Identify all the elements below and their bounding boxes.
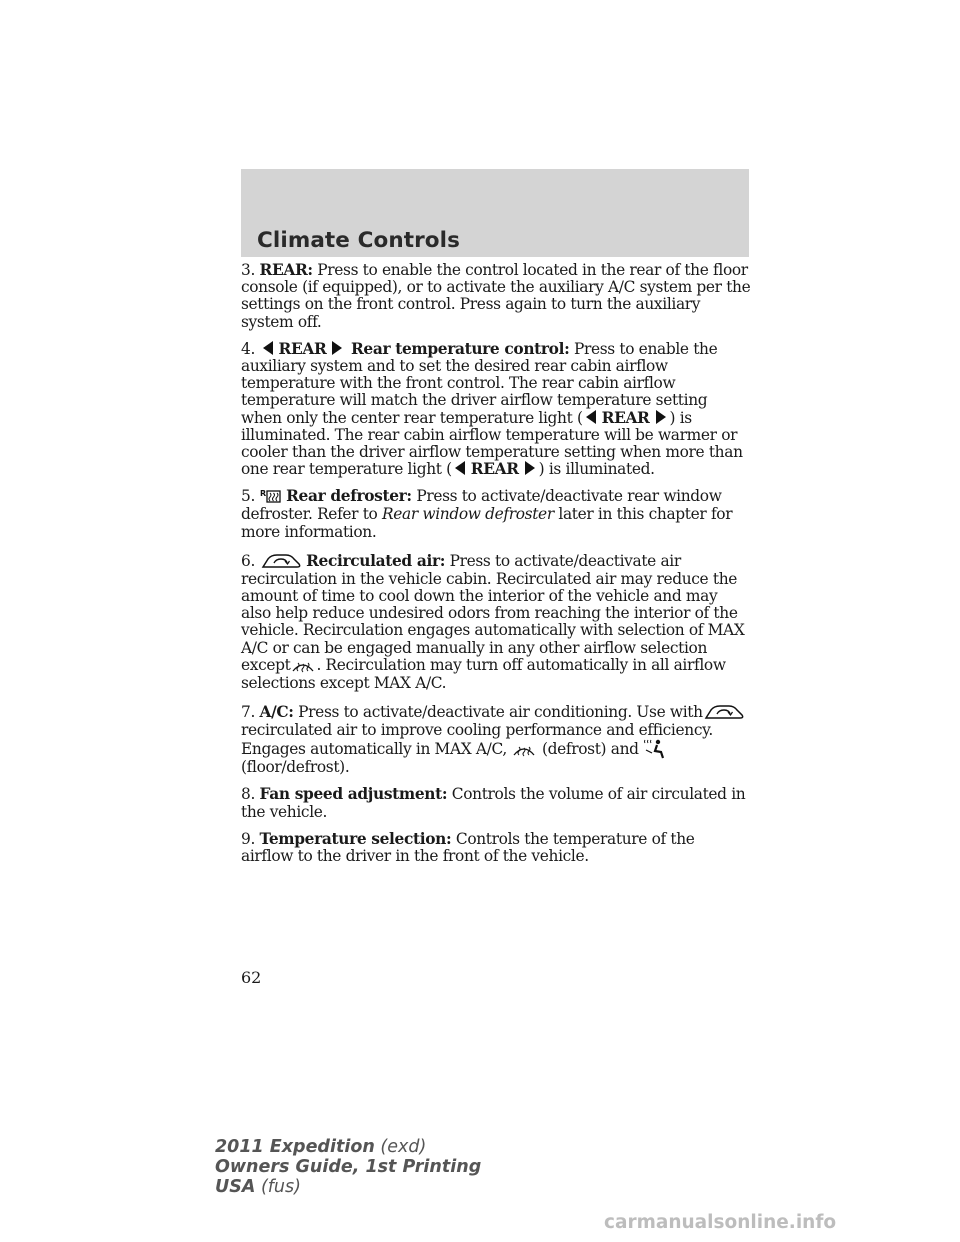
section-header-band — [241, 169, 749, 257]
item-text: (floor/defrost). — [241, 758, 350, 777]
item-label: Rear temperature control: — [350, 339, 570, 358]
rear-word: REAR — [470, 460, 519, 479]
item-label: Rear defroster: — [286, 487, 412, 506]
item-text: Press to activate/deactivate air conditioning. Use with — [298, 703, 703, 722]
item-number: 8. — [241, 785, 255, 804]
item-text: (defrost) and — [541, 740, 639, 759]
footer-line-1 — [215, 1137, 481, 1157]
item-5 — [241, 488, 751, 540]
section-title: Climate Controls — [257, 228, 461, 253]
item-text: Press to activate/deactivate rear window defroster. Refer to — [241, 487, 722, 524]
footer-market: USA — [215, 1177, 256, 1197]
rear-defrost-icon — [260, 488, 282, 506]
item-4 — [241, 341, 751, 479]
footer-market-code: (fus) — [260, 1177, 301, 1197]
triangle-left-icon — [263, 341, 273, 355]
item-6 — [241, 551, 751, 692]
item-label: Fan speed adjustment: — [259, 785, 448, 804]
footer-model-code: (exd) — [380, 1137, 427, 1157]
item-number: 3. — [241, 261, 255, 279]
item-text: Controls the temperature of the airflow to the driver in the front of the vehicle. — [241, 829, 695, 866]
item-text: later in this chapter for more information. — [241, 505, 733, 541]
item-number: 5. — [241, 487, 255, 506]
manual-body — [241, 262, 751, 875]
item-3 — [241, 262, 751, 331]
item-text: ) is illuminated. The rear cabin airflow temperature will be warmer or cooler than the driver airflow temperature setting when more than one rear temperature light ( — [241, 408, 743, 479]
item-label: Temperature selection: — [259, 829, 452, 848]
triangle-right-icon — [656, 410, 666, 424]
footer-model: 2011 Expedition — [215, 1137, 375, 1157]
recirculated-air-icon — [260, 551, 302, 571]
triangle-right-icon — [525, 461, 535, 475]
footer-line-3 — [215, 1177, 481, 1197]
triangle-right-icon — [332, 341, 342, 355]
rear-word: REAR — [601, 408, 650, 427]
item-text: Controls the volume of air circulated in the vehicle. — [241, 785, 746, 821]
item-label: Recirculated air: — [306, 551, 446, 570]
item-text: ) is illuminated. — [538, 460, 655, 479]
page-number: 62 — [241, 968, 262, 987]
document-footer — [215, 1137, 481, 1197]
front-defrost-icon — [511, 741, 537, 759]
floor-defrost-icon — [643, 739, 667, 759]
item-label: REAR: — [259, 261, 313, 279]
cross-reference: Rear window defroster — [382, 505, 554, 524]
item-label: A/C: — [259, 703, 294, 722]
svg-text:R: R — [259, 489, 266, 499]
triangle-left-icon — [455, 461, 465, 475]
site-watermark: carmanualsonline.info — [604, 1212, 837, 1233]
item-text: Press to enable the control located in the rear of the floor console (if equipped), or to activate the auxiliary A/C system per the settings on the front control. Press again to turn the auxiliary system off. — [241, 261, 751, 331]
item-number: 6. — [241, 551, 255, 570]
item-8 — [241, 786, 751, 820]
item-text: Press to activate/deactivate air recirculation in the vehicle cabin. Recirculated air may reduce the amount of time to cool down the interior of the vehicle and may also help reduce undesired odors from reaching the interior of the vehicle. Recirculation engages automatically with selection of MAX A/C or can be engaged manually in any other airflow selection except — [241, 551, 745, 674]
item-text: Press to enable the auxiliary system and to set the desired rear cabin airflow temperature with the front control. The rear cabin airflow temperature will match the driver airflow temperature setting when only the center rear temperature light ( — [241, 339, 718, 427]
item-text: recirculated air to improve cooling performance and efficiency. Engages automatically in MAX A/C, — [241, 721, 713, 759]
item-7 — [241, 702, 751, 776]
item-number: 9. — [241, 829, 255, 848]
item-text: . Recirculation may turn off automatically in all airflow selections except MAX A/C. — [241, 655, 726, 692]
triangle-left-icon — [586, 410, 596, 424]
recirculated-air-icon — [703, 702, 745, 722]
item-number: 7. — [241, 703, 255, 722]
item-number: 4. — [241, 339, 255, 358]
item-9 — [241, 831, 751, 865]
rear-word: REAR — [278, 339, 327, 358]
footer-line-2: Owners Guide, 1st Printing — [215, 1157, 482, 1177]
front-defrost-icon — [290, 657, 316, 675]
